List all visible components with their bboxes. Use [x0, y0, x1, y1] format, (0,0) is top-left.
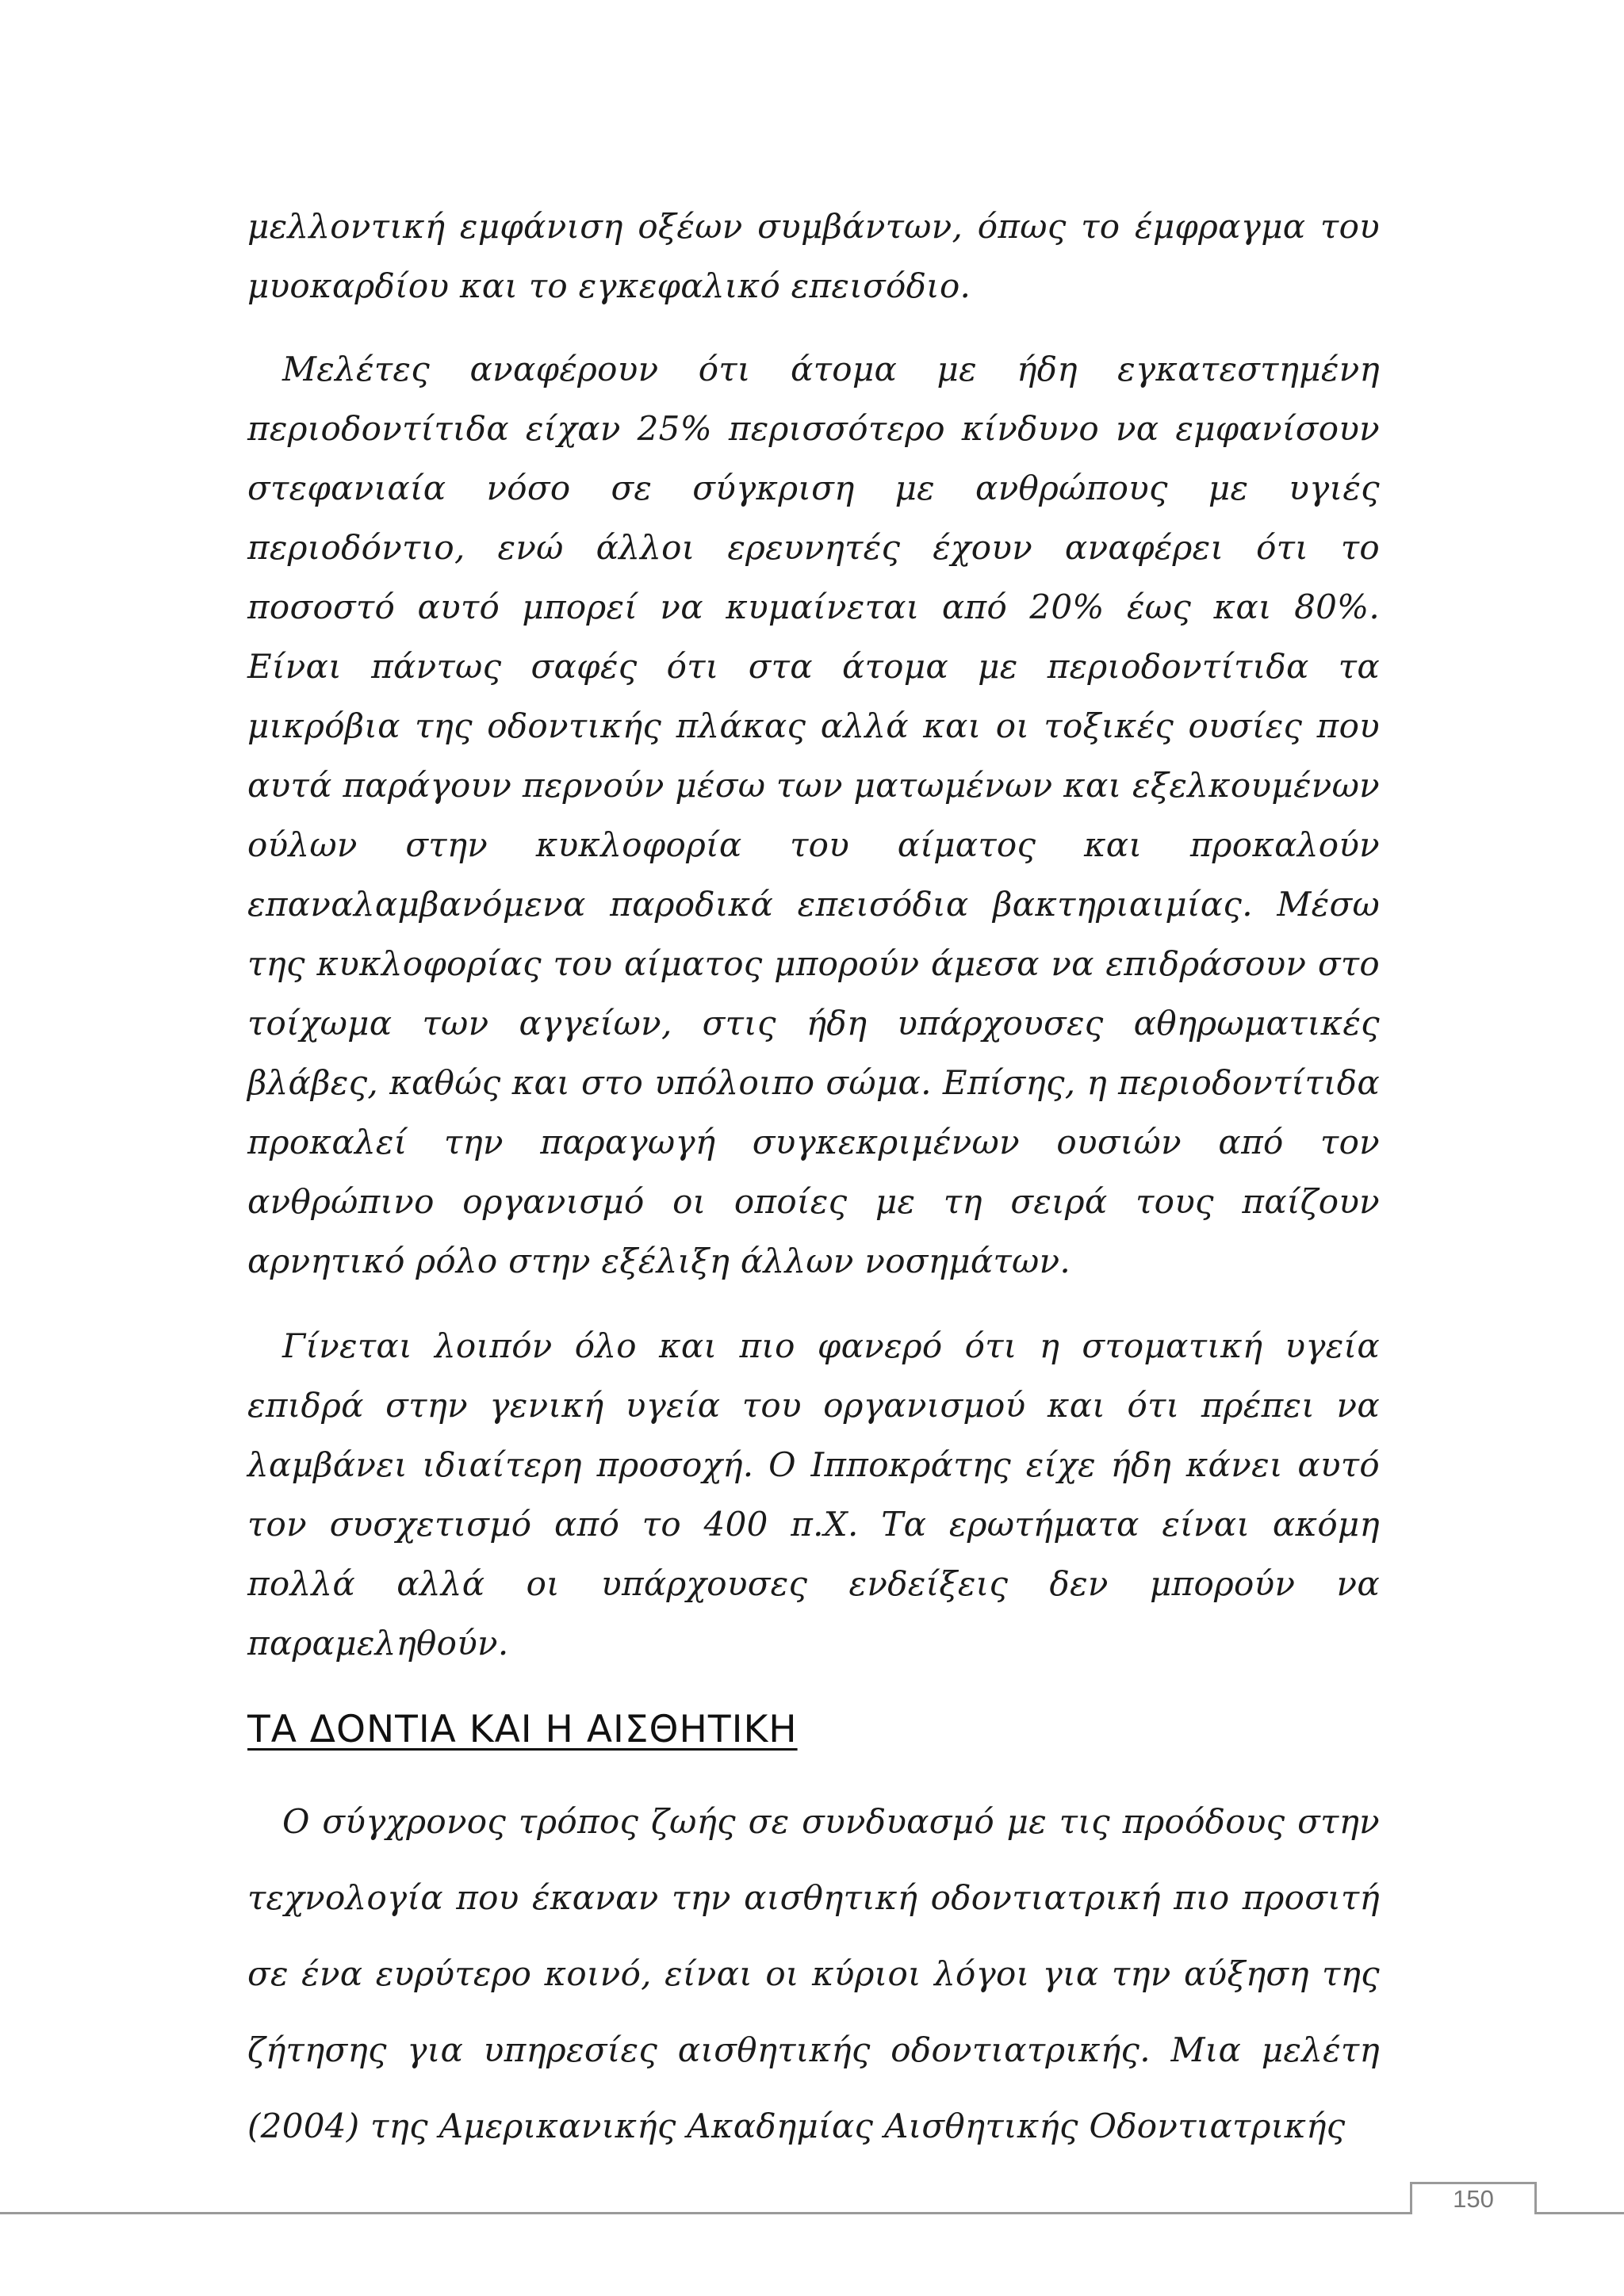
page-number: 150 [1453, 2185, 1494, 2213]
paragraph-periodontitis-risk: Μελέτες αναφέρουν ότι άτομα με ήδη εγκατεστημένη περιοδοντίτιδα είχαν 25% περισσότερο κίνδυνο να εμφανίσουν στεφανιαία νόσο σε σύγκριση με ανθρώπους με υγιές περιοδόντιο, ενώ άλλοι ερευνητές έχουν αναφέρει ότι το ποσοστό αυτό μπορεί να κυμαίνεται από 20% έως και 80%. Είναι πάντως σαφές ότι στα άτομα με περιοδοντίτιδα τα μικρόβια της οδοντικής πλάκας αλλά και οι τοξικές ουσίες που αυτά παράγουν περνούν μέσω των ματωμένων και εξελκουμένων ούλων στην κυκλοφορία του αίματος και προκαλούν επαναλαμβανόμενα παροδικά επεισόδια βακτηριαιμίας. Μέσω της κυκλοφορίας του αίματος μπορούν άμεσα να επιδράσουν στο τοίχωμα των αγγείων, στις ήδη υπάρχουσες αθηρωματικές βλάβες, καθώς και στο υπόλοιπο σώμα. Επίσης, η περιοδοντίτιδα προκαλεί την παραγωγή συγκεκριμένων ουσιών από τον ανθρώπινο οργανισμό οι οποίες με τη σειρά τους παίζουν αρνητικό ρόλο στην εξέλιξη άλλων νοσημάτων. [247, 350, 1380, 1280]
page-body [247, 197, 1380, 2164]
paragraph-oral-health-conclusion: Γίνεται λοιπόν όλο και πιο φανερό ότι η στοματική υγεία επιδρά στην γενική υγεία του οργανισμού και ότι πρέπει να λαμβάνει ιδιαίτερη προσοχή. Ο Ιπποκράτης είχε ήδη κάνει αυτό τον συσχετισμό από το 400 π.Χ. Τα ερωτήματα είναι ακόμη πολλά αλλά οι υπάρχουσες ενδείξεις δεν μπορούν να παραμεληθούν. [247, 1326, 1380, 1663]
paragraph-aesthetics: Ο σύγχρονος τρόπος ζωής σε συνδυασμό με τις προόδους στην τεχνολογία που έκαναν την αισθητική οδοντιατρική πιο προσιτή σε ένα ευρύτερο κοινό, είναι οι κύριοι λόγοι για την αύξηση της ζήτησης για υπηρεσίες αισθητικής οδοντιατρικής. Μια μελέτη (2004) της Αμερικανικής Ακαδημίας Αισθητικής Οδοντιατρικής [247, 1802, 1380, 2145]
page-number-box [1410, 2182, 1537, 2214]
section-heading: ΤΑ ΔΟΝΤΙΑ ΚΑΙ Η ΑΙΣΘΗΤΙΚΗ [247, 1708, 798, 1751]
footer-divider [0, 2212, 1624, 2214]
paragraph-continuation: μελλοντική εμφάνιση οξέων συμβάντων, όπως το έμφραγμα του μυοκαρδίου και το εγκεφαλικό επεισόδιο. [247, 207, 1380, 305]
